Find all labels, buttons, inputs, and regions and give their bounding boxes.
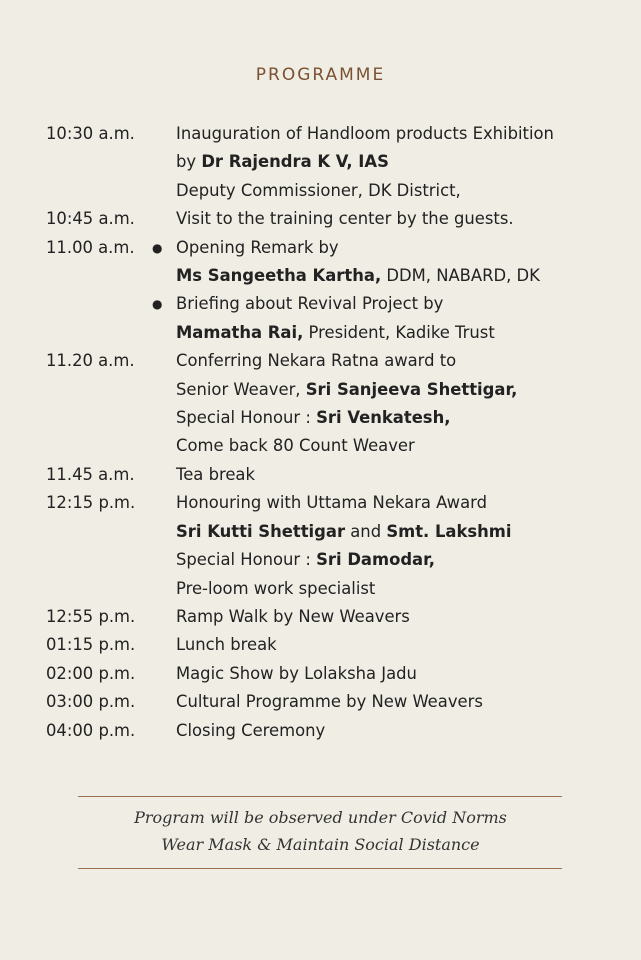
schedule-row (46, 376, 616, 404)
description-text: Opening Remark by (176, 237, 339, 257)
schedule-row (46, 660, 616, 688)
schedule-time: 11.00 a.m. (46, 237, 135, 257)
description-text: DDM, NABARD, DK (381, 266, 540, 286)
schedule-description (176, 148, 616, 176)
description-text: Come back 80 Count Weaver (176, 436, 415, 456)
schedule-time: 02:00 p.m. (46, 663, 136, 683)
schedule-description (176, 546, 616, 574)
schedule-time: 12:55 p.m. (46, 606, 136, 626)
description-text: Closing Ceremony (176, 720, 326, 740)
schedule-row (46, 404, 616, 432)
schedule-row (46, 432, 616, 460)
description-text: Cultural Programme by New Weavers (176, 692, 483, 712)
schedule-row (46, 631, 616, 659)
schedule-description (176, 660, 616, 688)
schedule-description (176, 461, 616, 489)
covid-note-line-2: Wear Mask & Maintain Social Distance (161, 835, 480, 854)
description-text: Magic Show by Lolaksha Jadu (176, 663, 417, 683)
name-text: Sri Damodar, (316, 550, 436, 570)
schedule-row (46, 717, 616, 745)
description-text: Visit to the training center by the guests. (176, 209, 514, 229)
schedule-description (176, 290, 616, 318)
description-text: Pre-loom work specialist (176, 578, 376, 598)
description-text: by (176, 152, 202, 172)
schedule-time: 11.20 a.m. (46, 351, 135, 371)
schedule-time: 10:30 a.m. (46, 124, 135, 143)
schedule-row (46, 120, 616, 148)
description-text: and (345, 521, 387, 541)
schedule-row (46, 234, 616, 262)
schedule-description (176, 319, 616, 347)
description-text: Senior Weaver, (176, 379, 306, 399)
description-text: Inauguration of Handloom products Exhibition (176, 124, 554, 143)
schedule-description (176, 432, 616, 460)
page-title: PROGRAMME (255, 65, 386, 85)
schedule-row (46, 319, 616, 347)
schedule-time: 12:15 p.m. (46, 493, 136, 513)
schedule-description (176, 717, 616, 745)
name-text: Sri Kutti Shettigar (176, 521, 346, 541)
schedule-description (176, 347, 616, 375)
description-text: Ramp Walk by New Weavers (176, 606, 410, 626)
schedule-row (46, 205, 616, 233)
schedule-time: 04:00 p.m. (46, 720, 136, 740)
schedule-row (46, 546, 616, 574)
schedule-description (176, 376, 616, 404)
schedule-row (46, 290, 616, 318)
bullet-icon: ● (152, 297, 163, 312)
divider-bottom (78, 868, 562, 869)
description-text: Lunch break (176, 635, 277, 655)
schedule-time: 01:15 p.m. (46, 635, 136, 655)
schedule-description (176, 603, 616, 631)
schedule-row (46, 262, 616, 290)
covid-note-line-1: Program will be observed under Covid Norms (134, 808, 507, 827)
schedule-description (176, 177, 616, 205)
divider-top (78, 796, 562, 797)
name-text: Sri Venkatesh, (316, 408, 451, 428)
schedule-description (176, 262, 616, 290)
schedule-description (176, 631, 616, 659)
name-text: Ms Sangeetha Kartha, (176, 266, 382, 286)
name-text: Smt. Lakshmi (386, 521, 512, 541)
schedule-row (46, 575, 616, 603)
description-text: Tea break (176, 464, 255, 484)
description-text: Deputy Commissioner, DK District, (176, 180, 461, 200)
schedule-row (46, 518, 616, 546)
schedule-description (176, 205, 616, 233)
schedule-time: 03:00 p.m. (46, 692, 136, 712)
description-text: Honouring with Uttama Nekara Award (176, 493, 487, 513)
schedule-description (176, 120, 616, 148)
schedule-description (176, 688, 616, 716)
name-text: Mamatha Rai, (176, 322, 304, 342)
schedule-row (46, 177, 616, 205)
schedule-row (46, 148, 616, 176)
description-text: Briefing about Revival Project by (176, 294, 444, 314)
schedule-description (176, 234, 616, 262)
description-text: Special Honour : (176, 550, 317, 570)
description-text: Conferring Nekara Ratna award to (176, 351, 457, 371)
description-text: Special Honour : (176, 408, 317, 428)
schedule-row (46, 347, 616, 375)
name-text: Dr Rajendra K V, IAS (201, 152, 389, 172)
schedule-list (46, 120, 616, 745)
schedule-row (46, 461, 616, 489)
schedule-row (46, 489, 616, 517)
schedule-row (46, 603, 616, 631)
schedule-description (176, 575, 616, 603)
description-text: President, Kadike Trust (303, 322, 495, 342)
schedule-time: 10:45 a.m. (46, 209, 135, 229)
schedule-time: 11.45 a.m. (46, 464, 135, 484)
name-text: Sri Sanjeeva Shettigar, (305, 379, 518, 399)
schedule-description (176, 489, 616, 517)
schedule-row (46, 688, 616, 716)
schedule-description (176, 518, 616, 546)
schedule-description (176, 404, 616, 432)
bullet-icon: ● (152, 240, 163, 255)
